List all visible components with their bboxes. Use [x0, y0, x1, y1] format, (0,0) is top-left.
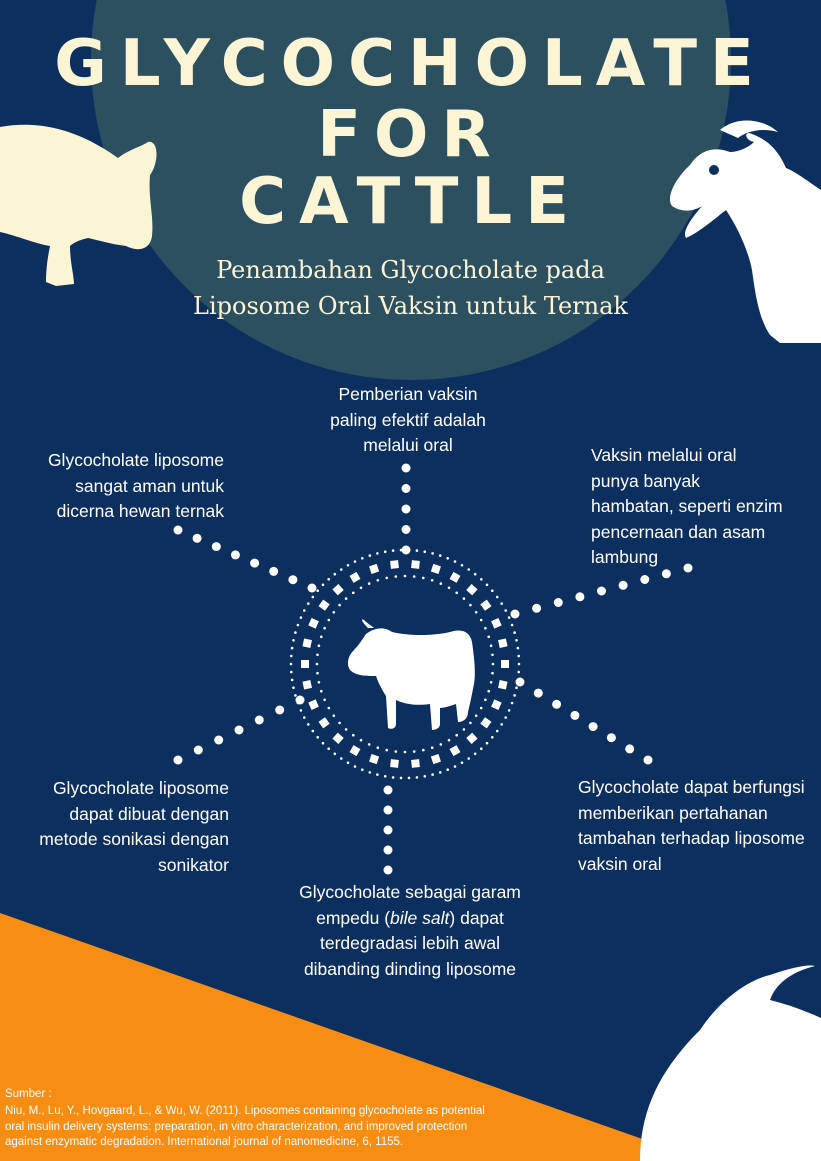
ring-dot: [500, 723, 503, 726]
fact-line: terdegradasi lebih awal: [320, 933, 500, 953]
ring-dot: [327, 578, 330, 581]
ring-dot: [448, 587, 451, 590]
ring-dot: [440, 743, 443, 746]
ring-dot: [334, 753, 337, 756]
connector-dot: [570, 711, 579, 720]
ring-dot: [461, 564, 464, 567]
connector-dot: [174, 526, 183, 535]
fact-lower-right: [578, 775, 818, 877]
connector-dot: [644, 756, 653, 765]
ring-dot: [384, 775, 387, 778]
ring-dot: [491, 654, 494, 657]
fact-line: Vaksin melalui oral: [591, 445, 737, 465]
ring-square: [332, 733, 343, 744]
connector-dot: [296, 696, 305, 705]
fact-line: Glycocholate liposome: [47, 450, 224, 470]
fact-line: dibanding dinding liposome: [303, 958, 517, 979]
ring-dot: [416, 776, 419, 779]
ring-dot: [422, 749, 425, 752]
connector-dot: [308, 584, 317, 593]
ring-dot: [474, 753, 477, 756]
ring-dot: [484, 699, 487, 702]
ring-dot: [490, 644, 493, 647]
fact-line: pencernaan dan asam: [591, 521, 766, 542]
ring-dot: [303, 716, 306, 719]
ring-dot: [480, 578, 483, 581]
fact-line: melalui oral: [363, 435, 453, 455]
ring-dot: [400, 777, 403, 780]
ring-square: [450, 572, 461, 583]
ring-dot: [290, 671, 293, 674]
ring-square: [480, 600, 491, 611]
ring-square: [302, 680, 311, 689]
ring-dot: [413, 750, 416, 753]
fact-line: punya banyak: [591, 470, 700, 491]
ring-dot: [467, 568, 470, 571]
ring-dot: [395, 575, 398, 578]
ring-dot: [484, 627, 487, 630]
ring-dot: [323, 627, 326, 630]
ring-dot: [431, 746, 434, 749]
ring-dot: [340, 568, 343, 571]
ring-dot: [392, 549, 395, 552]
connector-dot: [554, 598, 563, 607]
fact-line: metode sonikasi dengan: [39, 829, 229, 849]
ring-dot: [333, 611, 336, 614]
ring-square: [480, 717, 491, 728]
ring-dot: [292, 686, 295, 689]
connector-dot: [214, 736, 223, 745]
connector-dot: [250, 559, 259, 568]
ring-square: [466, 584, 477, 595]
subtitle-line-1: Penambahan Glycocholate pada: [216, 256, 605, 284]
ring-dot: [431, 579, 434, 582]
ring-square: [319, 717, 330, 728]
fact-text: empedu (: [316, 907, 391, 928]
connector-dot: [402, 464, 411, 473]
connector-dot: [231, 550, 240, 559]
ring-dot: [347, 761, 350, 764]
connector-dot: [269, 567, 278, 576]
ring-dot: [480, 619, 483, 622]
connector-dot: [384, 826, 393, 835]
ring-dot: [334, 573, 337, 576]
ring-dot: [316, 654, 319, 657]
ring-dot: [322, 742, 325, 745]
ring-square: [302, 638, 311, 647]
ring-dot: [345, 728, 348, 731]
ring-dot: [395, 750, 398, 753]
ring-square: [491, 699, 502, 710]
ring-dot: [486, 742, 489, 745]
ring-dot: [322, 584, 325, 587]
ring-dot: [340, 757, 343, 760]
ring-dot: [338, 722, 341, 725]
ring-dot: [312, 730, 315, 733]
ring-dot: [316, 672, 319, 675]
ring-dot: [469, 722, 472, 725]
fact-line: Glycocholate dapat berfungsi: [578, 777, 805, 797]
connector-dot: [384, 846, 393, 855]
ring-dot: [307, 723, 310, 726]
fact-line: [280, 906, 540, 932]
connector-dot: [174, 756, 183, 765]
connector-dot: [402, 525, 411, 534]
ring-dot: [504, 716, 507, 719]
source-label: Sumber :: [5, 1088, 52, 1100]
citation-line: oral insulin delivery systems: preparation, in vitro characterization, and improved protection: [5, 1120, 468, 1133]
citation-line: against enzymatic degradation. International journal of nanomedicine, 6, 1155.: [5, 1136, 404, 1148]
ring-dot: [491, 736, 494, 739]
ring-dot: [490, 681, 493, 684]
ring-dot: [448, 739, 451, 742]
ring-dot: [480, 707, 483, 710]
title-line-2: FOR: [317, 98, 504, 172]
ring-dot: [504, 609, 507, 612]
ring-dot: [369, 554, 372, 557]
ring-dot: [511, 702, 514, 705]
ring-dot: [385, 749, 388, 752]
ring-dot: [292, 639, 295, 642]
fact-upper-left: [20, 448, 224, 525]
connector-dot: [402, 505, 411, 514]
fact-line: hambatan, seperti enzim: [591, 496, 783, 516]
ring-dot: [424, 775, 427, 778]
ring-dot: [440, 582, 443, 585]
fish-icon: [640, 965, 821, 1161]
ring-dot: [320, 690, 323, 693]
ring-dot: [467, 757, 470, 760]
ring-dot: [360, 587, 363, 590]
fact-line: Glycocholate sebagai garam: [299, 882, 521, 902]
connector-dot: [255, 716, 264, 725]
fact-lower-left: [20, 776, 229, 878]
ring-dot: [345, 597, 348, 600]
ring-dot: [439, 771, 442, 774]
ring-dot: [385, 577, 388, 580]
ring-dot: [517, 647, 520, 650]
ring-dot: [369, 771, 372, 774]
ring-square: [411, 759, 420, 768]
ring-dot: [384, 550, 387, 553]
ring-square: [350, 572, 361, 583]
ring-square: [308, 618, 319, 629]
ring-square: [301, 660, 309, 668]
connector-dot: [597, 587, 606, 596]
ring-dot: [327, 747, 330, 750]
ring-dot: [439, 554, 442, 557]
ring-dot: [491, 672, 494, 675]
fact-line: lambung: [591, 547, 659, 567]
ring-square: [369, 754, 379, 764]
ring-dot: [294, 631, 297, 634]
connector-dot: [662, 569, 671, 578]
ring-dot: [486, 584, 489, 587]
connector-dot: [619, 581, 628, 590]
ring-dot: [422, 577, 425, 580]
fact-line: sonikator: [157, 854, 229, 875]
fact-line: vaksin oral: [578, 853, 662, 874]
ring-dot: [290, 663, 293, 666]
ring-dot: [461, 761, 464, 764]
ring-dot: [404, 751, 407, 754]
ring-dot: [377, 579, 380, 582]
ring-square: [431, 754, 441, 764]
ring-dot: [294, 694, 297, 697]
ring-dot: [318, 681, 321, 684]
fact-top: [300, 382, 516, 459]
fact-line: paling efektif adalah: [330, 409, 486, 430]
connector-dot: [402, 546, 411, 555]
ring-dot: [480, 747, 483, 750]
fact-bottom: [280, 880, 540, 982]
ring-dot: [320, 636, 323, 639]
ring-dot: [291, 679, 294, 682]
ring-square: [466, 733, 477, 744]
connector-dot: [552, 700, 561, 709]
connector-dot: [607, 733, 616, 742]
ring-dot: [377, 746, 380, 749]
ring-square: [450, 745, 461, 756]
ring-dot: [392, 776, 395, 779]
ring-dot: [352, 734, 355, 737]
ring-dot: [290, 655, 293, 658]
ring-dot: [416, 549, 419, 552]
ring-dot: [511, 624, 514, 627]
ring-dot: [316, 736, 319, 739]
connector-dot: [275, 706, 284, 715]
ring-dot: [469, 604, 472, 607]
ring-dot: [431, 552, 434, 555]
ring-dot: [312, 596, 315, 599]
ring-dot: [323, 699, 326, 702]
connector-dot: [402, 484, 411, 493]
ring-dot: [496, 730, 499, 733]
connector-dot: [384, 806, 393, 815]
ring-dot: [515, 686, 518, 689]
ring-dot: [333, 714, 336, 717]
ring-dot: [500, 602, 503, 605]
ring-dot: [491, 589, 494, 592]
fact-line: dicerna hewan ternak: [56, 501, 224, 521]
ring-dot: [300, 616, 303, 619]
ring-dot: [463, 597, 466, 600]
ring-dot: [361, 768, 364, 771]
ring-square: [431, 564, 441, 574]
ring-square: [411, 560, 420, 569]
fact-line: Pemberian vaksin: [338, 384, 478, 404]
ring-square: [332, 584, 343, 595]
ring-dot: [455, 734, 458, 737]
ring-dot: [424, 550, 427, 553]
ring-dot: [316, 663, 319, 666]
ring-dot: [297, 624, 300, 627]
connector-dot: [516, 678, 525, 687]
connector-dot: [575, 592, 584, 601]
ring-dot: [376, 552, 379, 555]
ring-dot: [475, 714, 478, 717]
ring-dot: [360, 739, 363, 742]
ring-dot: [291, 647, 294, 650]
ring-square: [498, 680, 507, 689]
connector-dot: [589, 722, 598, 731]
ring-dot: [368, 743, 371, 746]
ring-dot: [328, 707, 331, 710]
ring-dot: [454, 560, 457, 563]
ring-square: [390, 759, 399, 768]
ring-dot: [487, 636, 490, 639]
ring-dot: [338, 604, 341, 607]
ring-dot: [404, 575, 407, 578]
ring-dot: [454, 765, 457, 768]
ring-dot: [354, 765, 357, 768]
ring-dot: [316, 589, 319, 592]
connector-dot: [532, 604, 541, 613]
ring-dot: [492, 663, 495, 666]
ring-dot: [347, 564, 350, 567]
fact-line: memberikan pertahanan: [578, 802, 768, 823]
ring-dot: [352, 592, 355, 595]
ring-dot: [446, 557, 449, 560]
ring-dot: [463, 728, 466, 731]
ring-square: [369, 564, 379, 574]
ring-dot: [518, 663, 521, 666]
fact-upper-right: [591, 443, 811, 571]
connector-dot: [534, 689, 543, 698]
ring-dot: [513, 631, 516, 634]
ring-dot: [300, 709, 303, 712]
ring-square: [350, 745, 361, 756]
source-citation: [5, 1104, 525, 1151]
connector-dot: [193, 534, 202, 543]
ring-dot: [413, 575, 416, 578]
ring-dot: [517, 671, 520, 674]
ring-dot: [318, 644, 321, 647]
title-line-3: CATTLE: [239, 165, 582, 239]
fact-line: dapat dibuat dengan: [69, 803, 229, 824]
subtitle-line-2: Liposome Oral Vaksin untuk Ternak: [193, 292, 628, 320]
ring-dot: [455, 592, 458, 595]
fact-line: sangat aman untuk: [75, 475, 224, 496]
fact-line: Glycocholate liposome: [52, 778, 229, 798]
ring-square: [498, 638, 507, 647]
fact-line: tambahan terhadap liposome: [578, 828, 805, 848]
ring-dot: [496, 596, 499, 599]
connector-dot: [235, 726, 244, 735]
fact-text: ) dapat: [449, 907, 504, 928]
connector-dot: [194, 746, 203, 755]
ring-dot: [368, 582, 371, 585]
connector-dot: [640, 575, 649, 584]
ring-dot: [474, 573, 477, 576]
ring-dot: [354, 560, 357, 563]
citation-line: Niu, M., Lu, Y., Hovgaard, L., & Wu, W. (2011). Liposomes containing glycocholate as potential: [5, 1105, 485, 1117]
ring-dot: [487, 690, 490, 693]
ring-square: [319, 600, 330, 611]
ring-square: [501, 660, 509, 668]
ring-dot: [515, 639, 518, 642]
cow-icon: [348, 619, 475, 730]
ring-dot: [446, 768, 449, 771]
ring-dot: [508, 616, 511, 619]
ring-dot: [475, 611, 478, 614]
ring-dot: [361, 557, 364, 560]
connector-dot: [384, 866, 393, 875]
ring-dot: [328, 619, 331, 622]
ring-dot: [513, 694, 516, 697]
connector-dot: [288, 575, 297, 584]
ring-square: [308, 699, 319, 710]
connector-dot: [384, 786, 393, 795]
ring-dot: [307, 602, 310, 605]
ring-square: [390, 560, 399, 569]
title-line-1: GLYCOCHOLATE: [54, 27, 767, 101]
connector-dot: [625, 744, 634, 753]
ring-square: [491, 618, 502, 629]
ring-dot: [508, 709, 511, 712]
connector-dot: [212, 542, 221, 551]
fact-italic: bile salt: [390, 907, 450, 928]
connector-dot: [511, 610, 520, 619]
ring-dot: [376, 773, 379, 776]
ring-dot: [431, 773, 434, 776]
ring-dot: [408, 777, 411, 780]
ring-dot: [517, 655, 520, 658]
ring-dot: [303, 609, 306, 612]
